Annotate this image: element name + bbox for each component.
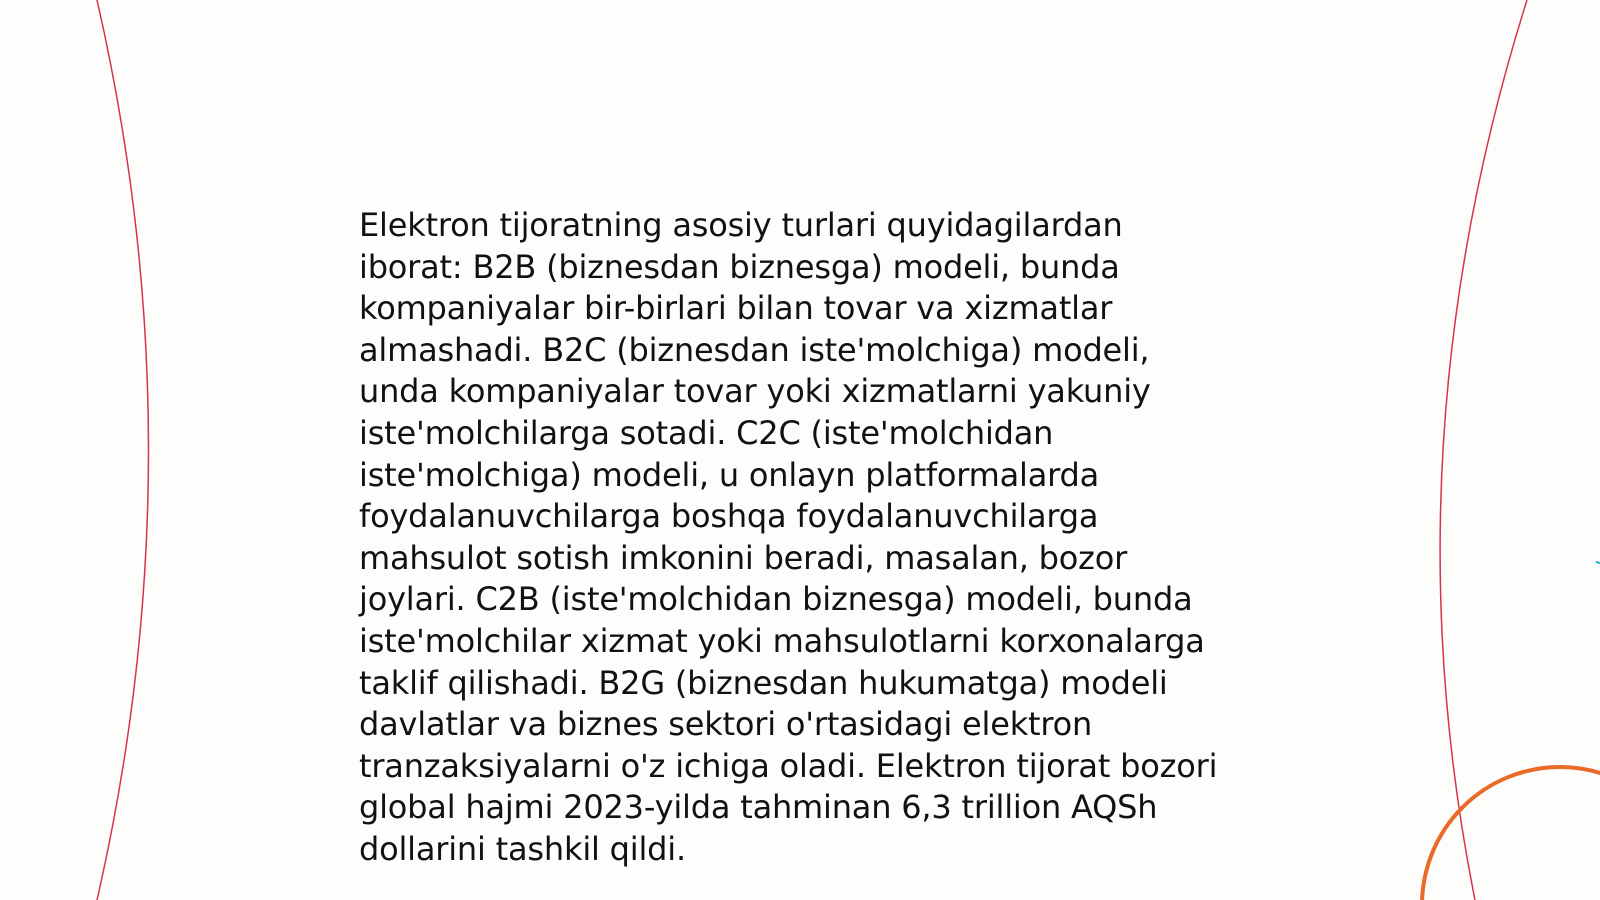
slide-body-text: Elektron tijoratning asosiy turlari quyidagilardan iborat: B2B (biznesdan biznesga) modeli, bunda kompaniyalar bir-birlari bilan tovar va xizmatlar almashadi. B2C (biznesdan iste'molchiga) modeli, unda kompaniyalar tovar yoki xizmatlarni yakuniy iste'molchilarga sotadi. C2C (iste'molchidan iste'molchiga) modeli, u onlayn platformalarda foydalanuvchilarga boshqa foydalanuvchilarga mahsulot sotish imkonini beradi, masalan, bozor joylari. C2B (iste'molchidan biznesga) modeli, bunda iste'molchilar xizmat yoki mahsulotlarni korxonalarga taklif qilishadi. B2G (biznesdan hukumatga) modeli davlatlar va biznes sektori o'rtasidagi elektron tranzaksiyalarni o'z ichiga oladi. Elektron tijorat bozori global hajmi 2023-yilda tahminan 6,3 trillion AQSh dollarini tashkil qildi. xyxy=(359,206,1218,868)
teal-accent-tick xyxy=(1596,562,1600,563)
orange-circle-outline xyxy=(1422,767,1600,900)
left-curve-line xyxy=(97,0,149,900)
right-curve-line xyxy=(1440,0,1527,900)
